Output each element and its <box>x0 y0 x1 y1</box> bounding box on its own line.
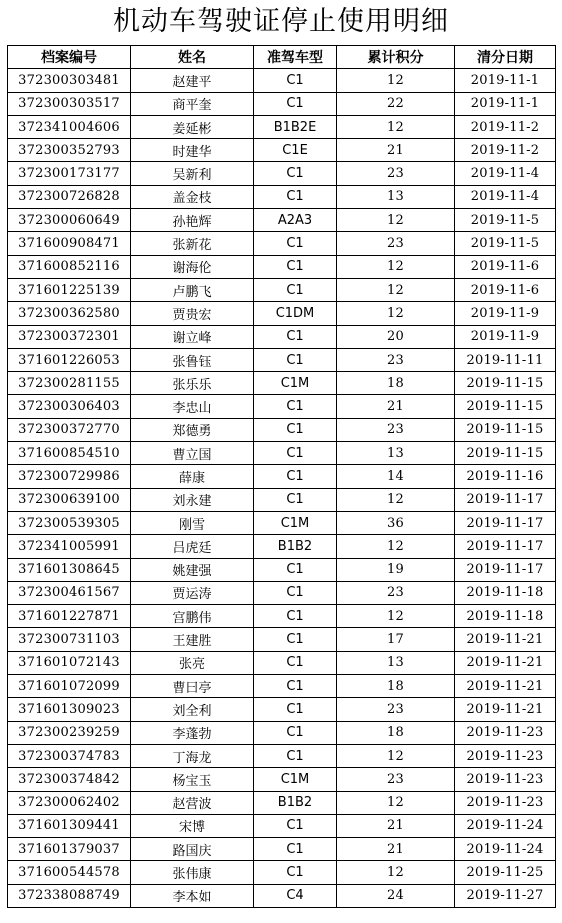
clear-date-cell: 2019-11-1 <box>455 69 556 92</box>
clear-date-cell: 2019-11-4 <box>455 162 556 185</box>
clear-date-cell: 2019-11-6 <box>455 255 556 278</box>
table-row <box>8 791 556 814</box>
license-class-cell: C1 <box>254 69 337 92</box>
table-row <box>8 115 556 138</box>
name-cell: 赵建平 <box>131 69 254 92</box>
name-cell: 路国庆 <box>131 838 254 861</box>
points-cell: 23 <box>337 232 455 255</box>
suspension-table <box>7 45 556 908</box>
clear-date-cell: 2019-11-17 <box>455 535 556 558</box>
table-row <box>8 838 556 861</box>
file-number-cell: 372300362580 <box>8 302 131 325</box>
license-class-cell: C4 <box>254 884 337 907</box>
points-cell: 20 <box>337 325 455 348</box>
file-number-cell: 372300461567 <box>8 581 131 604</box>
points-cell: 21 <box>337 395 455 418</box>
table-row <box>8 814 556 837</box>
license-class-cell: C1 <box>254 721 337 744</box>
file-number-cell: 371601308645 <box>8 558 131 581</box>
table-row <box>8 488 556 511</box>
license-class-cell: C1 <box>254 442 337 465</box>
license-class-cell: C1 <box>254 278 337 301</box>
table-row <box>8 162 556 185</box>
name-cell: 丁海龙 <box>131 744 254 767</box>
table-row <box>8 255 556 278</box>
name-cell: 刘永建 <box>131 488 254 511</box>
points-cell: 12 <box>337 791 455 814</box>
file-number-cell: 371601072143 <box>8 651 131 674</box>
license-class-cell: C1 <box>254 348 337 371</box>
file-number-cell: 371601309441 <box>8 814 131 837</box>
license-class-cell: C1 <box>254 325 337 348</box>
name-cell: 张伟康 <box>131 861 254 884</box>
name-cell: 郑德勇 <box>131 418 254 441</box>
license-class-cell: C1 <box>254 395 337 418</box>
points-cell: 12 <box>337 255 455 278</box>
clear-date-cell: 2019-11-24 <box>455 838 556 861</box>
license-class-cell: C1 <box>254 838 337 861</box>
file-number-cell: 372300303481 <box>8 69 131 92</box>
name-cell: 杨宝玉 <box>131 768 254 791</box>
points-cell: 13 <box>337 651 455 674</box>
license-class-cell: C1 <box>254 418 337 441</box>
clear-date-cell: 2019-11-9 <box>455 325 556 348</box>
clear-date-cell: 2019-11-23 <box>455 791 556 814</box>
points-cell: 12 <box>337 744 455 767</box>
license-class-cell: C1 <box>254 558 337 581</box>
table-row <box>8 372 556 395</box>
table-row <box>8 628 556 651</box>
license-class-cell: C1M <box>254 768 337 791</box>
file-number-cell: 372300062402 <box>8 791 131 814</box>
file-number-cell: 372300239259 <box>8 721 131 744</box>
license-class-cell: B1B2E <box>254 115 337 138</box>
license-class-cell: C1M <box>254 372 337 395</box>
points-cell: 23 <box>337 348 455 371</box>
file-number-cell: 372300060649 <box>8 209 131 232</box>
file-number-cell: 372300726828 <box>8 185 131 208</box>
name-cell: 姜延彬 <box>131 115 254 138</box>
table-body <box>8 69 556 908</box>
license-class-cell: C1 <box>254 861 337 884</box>
clear-date-cell: 2019-11-1 <box>455 92 556 115</box>
license-class-cell: C1 <box>254 651 337 674</box>
clear-date-cell: 2019-11-18 <box>455 581 556 604</box>
points-cell: 12 <box>337 488 455 511</box>
license-class-cell: B1B2 <box>254 535 337 558</box>
points-cell: 14 <box>337 465 455 488</box>
license-class-cell: A2A3 <box>254 209 337 232</box>
table-row <box>8 185 556 208</box>
name-cell: 曹曰亭 <box>131 675 254 698</box>
points-cell: 12 <box>337 278 455 301</box>
name-cell: 李忠山 <box>131 395 254 418</box>
license-class-cell: C1 <box>254 92 337 115</box>
clear-date-cell: 2019-11-15 <box>455 395 556 418</box>
table-row <box>8 325 556 348</box>
name-cell: 谢立峰 <box>131 325 254 348</box>
license-class-cell: C1 <box>254 185 337 208</box>
name-cell: 孙艳辉 <box>131 209 254 232</box>
file-number-cell: 372341004606 <box>8 115 131 138</box>
table-row <box>8 744 556 767</box>
points-cell: 12 <box>337 535 455 558</box>
file-number-cell: 371600852116 <box>8 255 131 278</box>
clear-date-cell: 2019-11-23 <box>455 721 556 744</box>
points-cell: 18 <box>337 675 455 698</box>
points-cell: 13 <box>337 185 455 208</box>
points-cell: 21 <box>337 838 455 861</box>
column-header-clear-date: 清分日期 <box>455 46 556 69</box>
points-cell: 21 <box>337 814 455 837</box>
page-title: 机动车驾驶证停止使用明细 <box>113 6 449 37</box>
points-cell: 23 <box>337 418 455 441</box>
name-cell: 张鲁钰 <box>131 348 254 371</box>
file-number-cell: 372300372770 <box>8 418 131 441</box>
file-number-cell: 371601226053 <box>8 348 131 371</box>
table-row <box>8 348 556 371</box>
clear-date-cell: 2019-11-18 <box>455 605 556 628</box>
clear-date-cell: 2019-11-21 <box>455 675 556 698</box>
table-row <box>8 395 556 418</box>
license-class-cell: C1 <box>254 814 337 837</box>
clear-date-cell: 2019-11-17 <box>455 558 556 581</box>
license-class-cell: C1 <box>254 255 337 278</box>
points-cell: 23 <box>337 162 455 185</box>
name-cell: 宋博 <box>131 814 254 837</box>
file-number-cell: 372300731103 <box>8 628 131 651</box>
points-cell: 18 <box>337 721 455 744</box>
file-number-cell: 372338088749 <box>8 884 131 907</box>
name-cell: 张新花 <box>131 232 254 255</box>
points-cell: 18 <box>337 372 455 395</box>
license-class-cell: C1 <box>254 488 337 511</box>
clear-date-cell: 2019-11-23 <box>455 744 556 767</box>
clear-date-cell: 2019-11-25 <box>455 861 556 884</box>
table-row <box>8 302 556 325</box>
file-number-cell: 371601225139 <box>8 278 131 301</box>
file-number-cell: 372300372301 <box>8 325 131 348</box>
clear-date-cell: 2019-11-6 <box>455 278 556 301</box>
clear-date-cell: 2019-11-5 <box>455 232 556 255</box>
file-number-cell: 372300303517 <box>8 92 131 115</box>
column-header-points: 累计积分 <box>337 46 455 69</box>
license-class-cell: C1E <box>254 139 337 162</box>
table-row <box>8 511 556 534</box>
name-cell: 刚雪 <box>131 511 254 534</box>
license-class-cell: C1 <box>254 698 337 721</box>
table-row <box>8 605 556 628</box>
table-row <box>8 884 556 907</box>
license-class-cell: C1DM <box>254 302 337 325</box>
file-number-cell: 372341005991 <box>8 535 131 558</box>
table-row <box>8 558 556 581</box>
file-number-cell: 372300374783 <box>8 744 131 767</box>
points-cell: 13 <box>337 442 455 465</box>
file-number-cell: 372300281155 <box>8 372 131 395</box>
file-number-cell: 372300729986 <box>8 465 131 488</box>
table-row <box>8 535 556 558</box>
name-cell: 李本如 <box>131 884 254 907</box>
name-cell: 王建胜 <box>131 628 254 651</box>
clear-date-cell: 2019-11-21 <box>455 628 556 651</box>
license-class-cell: C1 <box>254 605 337 628</box>
clear-date-cell: 2019-11-15 <box>455 372 556 395</box>
license-class-cell: C1 <box>254 675 337 698</box>
table-row <box>8 581 556 604</box>
clear-date-cell: 2019-11-9 <box>455 302 556 325</box>
name-cell: 商平奎 <box>131 92 254 115</box>
points-cell: 12 <box>337 605 455 628</box>
file-number-cell: 371601309023 <box>8 698 131 721</box>
name-cell: 张乐乐 <box>131 372 254 395</box>
table-row <box>8 442 556 465</box>
license-class-cell: B1B2 <box>254 791 337 814</box>
file-number-cell: 371600544578 <box>8 861 131 884</box>
table-row <box>8 721 556 744</box>
name-cell: 时建华 <box>131 139 254 162</box>
file-number-cell: 372300539305 <box>8 511 131 534</box>
table-row <box>8 69 556 92</box>
points-cell: 17 <box>337 628 455 651</box>
file-number-cell: 371601379037 <box>8 838 131 861</box>
points-cell: 12 <box>337 209 455 232</box>
clear-date-cell: 2019-11-24 <box>455 814 556 837</box>
clear-date-cell: 2019-11-5 <box>455 209 556 232</box>
license-class-cell: C1 <box>254 465 337 488</box>
file-number-cell: 371600854510 <box>8 442 131 465</box>
name-cell: 宫鹏伟 <box>131 605 254 628</box>
file-number-cell: 372300374842 <box>8 768 131 791</box>
name-cell: 张亮 <box>131 651 254 674</box>
table-row <box>8 418 556 441</box>
points-cell: 12 <box>337 861 455 884</box>
name-cell: 吕虎廷 <box>131 535 254 558</box>
file-number-cell: 371601072099 <box>8 675 131 698</box>
clear-date-cell: 2019-11-21 <box>455 698 556 721</box>
name-cell: 贾贵宏 <box>131 302 254 325</box>
clear-date-cell: 2019-11-4 <box>455 185 556 208</box>
clear-date-cell: 2019-11-27 <box>455 884 556 907</box>
name-cell: 薛康 <box>131 465 254 488</box>
clear-date-cell: 2019-11-16 <box>455 465 556 488</box>
table-row <box>8 768 556 791</box>
clear-date-cell: 2019-11-21 <box>455 651 556 674</box>
name-cell: 曹立国 <box>131 442 254 465</box>
file-number-cell: 372300352793 <box>8 139 131 162</box>
table-row <box>8 209 556 232</box>
table-row <box>8 465 556 488</box>
table-row <box>8 92 556 115</box>
points-cell: 23 <box>337 698 455 721</box>
file-number-cell: 371600908471 <box>8 232 131 255</box>
points-cell: 36 <box>337 511 455 534</box>
license-class-cell: C1 <box>254 162 337 185</box>
table-header-row <box>8 46 556 69</box>
points-cell: 19 <box>337 558 455 581</box>
table-row <box>8 675 556 698</box>
name-cell: 吴新利 <box>131 162 254 185</box>
points-cell: 12 <box>337 69 455 92</box>
clear-date-cell: 2019-11-2 <box>455 139 556 162</box>
points-cell: 22 <box>337 92 455 115</box>
clear-date-cell: 2019-11-11 <box>455 348 556 371</box>
column-header-license-class: 准驾车型 <box>254 46 337 69</box>
table-row <box>8 278 556 301</box>
name-cell: 谢海伦 <box>131 255 254 278</box>
file-number-cell: 372300173177 <box>8 162 131 185</box>
file-number-cell: 372300639100 <box>8 488 131 511</box>
table-row <box>8 861 556 884</box>
table-row <box>8 651 556 674</box>
name-cell: 盖金枝 <box>131 185 254 208</box>
points-cell: 24 <box>337 884 455 907</box>
points-cell: 12 <box>337 302 455 325</box>
license-class-cell: C1 <box>254 744 337 767</box>
points-cell: 23 <box>337 581 455 604</box>
points-cell: 23 <box>337 768 455 791</box>
clear-date-cell: 2019-11-17 <box>455 511 556 534</box>
points-cell: 21 <box>337 139 455 162</box>
table-row <box>8 698 556 721</box>
table-row <box>8 139 556 162</box>
name-cell: 贾运涛 <box>131 581 254 604</box>
license-class-cell: C1 <box>254 232 337 255</box>
name-cell: 姚建强 <box>131 558 254 581</box>
column-header-file-number: 档案编号 <box>8 46 131 69</box>
license-class-cell: C1 <box>254 581 337 604</box>
clear-date-cell: 2019-11-23 <box>455 768 556 791</box>
clear-date-cell: 2019-11-2 <box>455 115 556 138</box>
clear-date-cell: 2019-11-17 <box>455 488 556 511</box>
points-cell: 12 <box>337 115 455 138</box>
license-class-cell: C1 <box>254 628 337 651</box>
column-header-name: 姓名 <box>131 46 254 69</box>
name-cell: 李蓬勃 <box>131 721 254 744</box>
name-cell: 赵营波 <box>131 791 254 814</box>
clear-date-cell: 2019-11-15 <box>455 442 556 465</box>
clear-date-cell: 2019-11-15 <box>455 418 556 441</box>
name-cell: 刘全利 <box>131 698 254 721</box>
license-class-cell: C1M <box>254 511 337 534</box>
name-cell: 卢鹏飞 <box>131 278 254 301</box>
table-row <box>8 232 556 255</box>
file-number-cell: 371601227871 <box>8 605 131 628</box>
file-number-cell: 372300306403 <box>8 395 131 418</box>
